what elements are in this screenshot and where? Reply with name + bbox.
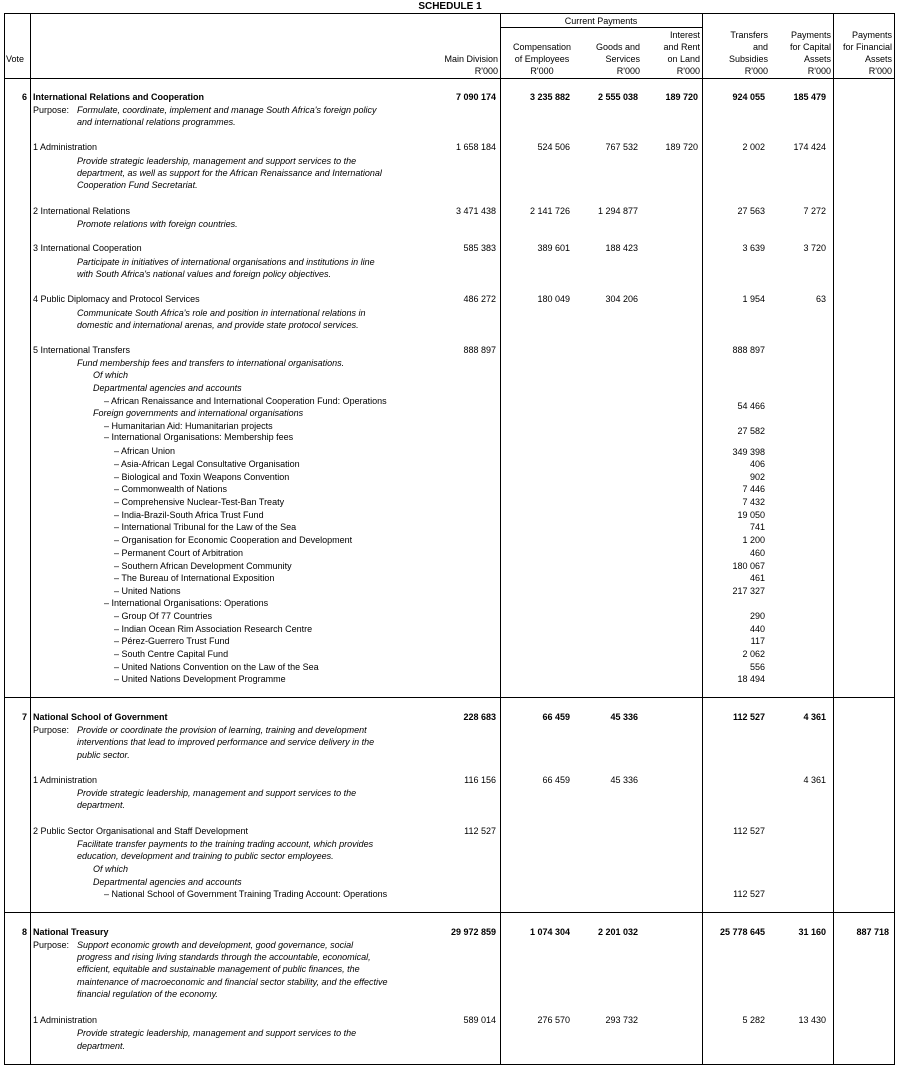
header-transfers-2: and xyxy=(752,42,768,52)
transfer-item-label: – Commonwealth of Nations xyxy=(114,484,228,494)
transfer-item-value: 902 xyxy=(749,472,765,482)
transfer-item-value: 18 494 xyxy=(737,674,765,684)
vote7-goods: 45 336 xyxy=(610,712,638,722)
vote-name: National Treasury xyxy=(33,927,109,937)
programme-comp: 180 049 xyxy=(537,294,570,304)
programme-name: 1 Administration xyxy=(33,775,98,785)
header-comp-1: Compensation xyxy=(512,42,572,52)
header-main-division: Main Division xyxy=(444,54,498,64)
purpose-text: financial regulation of the economy. xyxy=(77,989,218,999)
vote8-financial: 887 718 xyxy=(856,927,889,937)
transfer-item-label: – Permanent Court of Arbitration xyxy=(114,548,244,558)
transfer-item-label: – India-Brazil-South Africa Trust Fund xyxy=(114,510,264,520)
header-capital-2: for Capital xyxy=(789,42,831,52)
header-vote: Vote xyxy=(6,54,25,64)
schedule-title: SCHEDULE 1 xyxy=(418,1,482,12)
vote8-comp: 1 074 304 xyxy=(529,927,570,937)
transfer-item-label: – The Bureau of International Exposition xyxy=(114,573,275,583)
transfer-item-value: 1 200 xyxy=(742,535,765,545)
vote7-main: 228 683 xyxy=(463,712,496,722)
header-unit-transfers: R'000 xyxy=(744,66,768,76)
col-divider-capital xyxy=(833,13,834,1065)
programme-goods: 1 294 877 xyxy=(597,206,638,216)
transfer-item-label: – United Nations Development Programme xyxy=(114,674,286,684)
programme-main: 1 658 184 xyxy=(455,142,496,152)
transfer-item-value: 180 067 xyxy=(732,561,765,571)
programme-name: 4 Public Diplomacy and Protocol Services xyxy=(33,294,200,304)
programme-goods: 45 336 xyxy=(610,775,638,785)
transfer-item-label: – Comprehensive Nuclear-Test-Ban Treaty xyxy=(114,497,285,507)
purpose-text: Formulate, coordinate, implement and manage South Africa's foreign policy xyxy=(77,105,377,115)
transfer-item-label: – International Organisations: Operations xyxy=(104,598,269,608)
transfer-item-label: – International Organisations: Membership fees xyxy=(104,432,294,442)
vote-separator-8 xyxy=(4,912,895,913)
header-unit-goods: R'000 xyxy=(616,66,640,76)
col-divider-main xyxy=(500,13,501,1065)
purpose-text: efficient, equitable and sustainable management of public finances, the xyxy=(77,964,360,974)
header-interest-3: on Land xyxy=(667,54,700,64)
programme-transfers: 27 563 xyxy=(737,206,765,216)
transfer-item-value: 7 446 xyxy=(742,484,765,494)
header-capital-3: Assets xyxy=(803,54,831,64)
vote-number: 6 xyxy=(22,92,28,102)
programme-main: 486 272 xyxy=(463,294,496,304)
transfer-item-value: 290 xyxy=(749,611,765,621)
programme-description: domestic and international arenas, and provide state protocol services. xyxy=(77,320,359,330)
programme-capital: 4 361 xyxy=(803,775,826,785)
purpose-text: progress and rising living standards through the accountable, economical, xyxy=(77,952,371,962)
header-unit-interest: R'000 xyxy=(676,66,700,76)
programme-description: Participate in initiatives of international organisations and institutions in line xyxy=(77,257,375,267)
programme-name: 2 Public Sector Organisational and Staff Development xyxy=(33,826,248,836)
header-unit-main: R'000 xyxy=(474,66,498,76)
programme-name: 1 Administration xyxy=(33,142,98,152)
programme-capital: 63 xyxy=(815,294,826,304)
transfer-item-value: 2 062 xyxy=(742,649,765,659)
purpose-label: Purpose: xyxy=(33,725,70,735)
programme-description: Provide strategic leadership, management and support services to the xyxy=(77,788,357,798)
header-unit-capital: R'000 xyxy=(807,66,831,76)
purpose-label: Purpose: xyxy=(33,105,70,115)
col-divider-vote xyxy=(30,13,31,1065)
programme-main: 589 014 xyxy=(463,1015,496,1025)
programme-name: 2 International Relations xyxy=(33,206,131,216)
vote8-main: 29 972 859 xyxy=(450,927,496,937)
departmental-agencies-label: Departmental agencies and accounts xyxy=(93,877,242,887)
programme-transfers: 5 282 xyxy=(742,1015,765,1025)
vote-separator-7 xyxy=(4,697,895,698)
transfer-item-value: 349 398 xyxy=(732,447,765,457)
transfer-item-label: – Pérez-Guerrero Trust Fund xyxy=(114,636,230,646)
programme-description: Provide strategic leadership, management and support services to the xyxy=(77,156,357,166)
programme-description: Fund membership fees and transfers to international organisations. xyxy=(77,358,345,368)
transfer-item-label: – South Centre Capital Fund xyxy=(114,649,229,659)
vote6-transfers: 924 055 xyxy=(732,92,765,102)
transfer-item-label: – Biological and Toxin Weapons Convention xyxy=(114,472,290,482)
transfer-item-label: – Indian Ocean Rim Association Research Centre xyxy=(114,624,313,634)
transfer-item-value: 460 xyxy=(749,548,765,558)
transfer-item-label: – United Nations Convention on the Law of the Sea xyxy=(114,662,319,672)
transfer-item-label: – Southern African Development Community xyxy=(114,561,292,571)
vote7-capital: 4 361 xyxy=(803,712,826,722)
departmental-agencies-label: Departmental agencies and accounts xyxy=(93,383,242,393)
transfer-item-value: 27 582 xyxy=(737,426,765,436)
programme-description: Communicate South Africa's role and position in international relations in xyxy=(77,308,366,318)
vote8-transfers: 25 778 645 xyxy=(719,927,765,937)
transfer-item-label: – African Union xyxy=(114,446,176,456)
transfer-item-label: – Humanitarian Aid: Humanitarian projects xyxy=(104,421,273,431)
transfer-item-label: – National School of Government Training Trading Account: Operations xyxy=(104,889,388,899)
programme-capital: 7 272 xyxy=(803,206,826,216)
purpose-text: and international relations programmes. xyxy=(77,117,236,127)
vote8-capital: 31 160 xyxy=(798,927,826,937)
vote6-main: 7 090 174 xyxy=(455,92,496,102)
programme-capital: 13 430 xyxy=(798,1015,826,1025)
programme-main: 888 897 xyxy=(463,345,496,355)
header-interest-1: Interest xyxy=(669,30,700,40)
transfer-item-label: Foreign governments and international organisations xyxy=(93,408,304,418)
transfer-item-value: 217 327 xyxy=(732,586,765,596)
transfer-item-label: – Asia-African Legal Consultative Organisation xyxy=(114,459,300,469)
programme-description: Provide strategic leadership, management and support services to the xyxy=(77,1028,357,1038)
programme-goods: 304 206 xyxy=(605,294,638,304)
vote6-interest: 189 720 xyxy=(665,92,698,102)
programme-description: Cooperation Fund Secretariat. xyxy=(77,180,198,190)
transfer-item-value: 440 xyxy=(749,624,765,634)
transfer-item-value: 556 xyxy=(749,662,765,672)
programme-interest: 189 720 xyxy=(665,142,698,152)
programme-comp: 389 601 xyxy=(537,243,570,253)
programme-description: education, development and training to public sector employees. xyxy=(77,851,334,861)
programme-comp: 2 141 726 xyxy=(529,206,570,216)
vote-name: International Relations and Cooperation xyxy=(33,92,205,102)
programme-description: Facilitate transfer payments to the training trading account, which provides xyxy=(77,839,374,849)
programme-main: 585 383 xyxy=(463,243,496,253)
header-financial-1: Payments xyxy=(851,30,892,40)
purpose-label: Purpose: xyxy=(33,940,70,950)
programme-goods: 767 532 xyxy=(605,142,638,152)
transfer-item-value: 117 xyxy=(750,636,765,646)
vote6-capital: 185 479 xyxy=(793,92,826,102)
header-goods-2: Services xyxy=(605,54,640,64)
purpose-text: Support economic growth and development, good governance, social xyxy=(77,940,354,950)
programme-comp: 276 570 xyxy=(537,1015,570,1025)
vote7-transfers: 112 527 xyxy=(732,712,765,722)
programme-capital: 3 720 xyxy=(803,243,826,253)
programme-description: Promote relations with foreign countries. xyxy=(77,219,238,229)
programme-comp: 66 459 xyxy=(542,775,570,785)
header-financial-2: for Financial xyxy=(842,42,892,52)
header-comp-2: of Employees xyxy=(514,54,570,64)
programme-description: with South Africa's national values and foreign policy objectives. xyxy=(77,269,332,279)
programme-description: department. xyxy=(77,800,126,810)
programme-goods: 188 423 xyxy=(605,243,638,253)
programme-main: 3 471 438 xyxy=(455,206,496,216)
purpose-text: public sector. xyxy=(77,750,130,760)
vote8-goods: 2 201 032 xyxy=(597,927,638,937)
programme-transfers: 1 954 xyxy=(742,294,765,304)
programme-transfers: 112 527 xyxy=(733,826,765,836)
header-interest-2: and Rent xyxy=(663,42,700,52)
programme-name: 1 Administration xyxy=(33,1015,98,1025)
header-bottom-line xyxy=(4,78,895,79)
programme-goods: 293 732 xyxy=(605,1015,638,1025)
vote-name: National School of Government xyxy=(33,712,168,722)
header-unit-financial: R'000 xyxy=(868,66,892,76)
vote6-goods: 2 555 038 xyxy=(597,92,638,102)
header-transfers-1: Transfers xyxy=(730,30,768,40)
vote6-comp: 3 235 882 xyxy=(529,92,570,102)
of-which-label: Of which xyxy=(93,370,129,380)
purpose-text: Provide or coordinate the provision of learning, training and development xyxy=(77,725,367,735)
transfer-item-value: 461 xyxy=(749,573,765,583)
header-unit-comp: R'000 xyxy=(530,66,554,76)
header-financial-3: Assets xyxy=(864,54,892,64)
programme-capital: 174 424 xyxy=(793,142,826,152)
programme-description: department, as well as support for the African Renaissance and International xyxy=(77,168,382,178)
current-payments-underline xyxy=(500,27,702,28)
transfer-item-label: – African Renaissance and International Cooperation Fund: Operations xyxy=(104,396,387,406)
programme-name: 3 International Cooperation xyxy=(33,243,142,253)
programme-description: department. xyxy=(77,1041,126,1051)
header-capital-1: Payments xyxy=(790,30,831,40)
programme-transfers: 888 897 xyxy=(732,345,765,355)
purpose-text: maintenance of macroeconomic and financial sector stability, and the effective xyxy=(77,977,388,987)
header-transfers-3: Subsidies xyxy=(728,54,768,64)
transfer-item-value: 112 527 xyxy=(733,889,765,899)
transfer-item-label: – Group Of 77 Countries xyxy=(114,611,213,621)
transfer-item-value: 406 xyxy=(749,459,765,469)
purpose-text: interventions that lead to improved performance and service delivery in the xyxy=(77,737,375,747)
vote-number: 7 xyxy=(22,712,28,722)
transfer-item-label: – Organisation for Economic Cooperation and Development xyxy=(114,535,353,545)
header-goods-1: Goods and xyxy=(595,42,640,52)
transfer-item-value: 19 050 xyxy=(737,510,765,520)
transfer-item-label: – United Nations xyxy=(114,586,181,596)
transfer-item-value: 54 466 xyxy=(737,401,765,411)
programme-name: 5 International Transfers xyxy=(33,345,131,355)
programme-main: 116 156 xyxy=(464,775,496,785)
programme-transfers: 2 002 xyxy=(742,142,765,152)
programme-comp: 524 506 xyxy=(537,142,570,152)
transfer-item-value: 7 432 xyxy=(742,497,765,507)
transfer-item-label: – International Tribunal for the Law of the Sea xyxy=(114,522,297,532)
programme-transfers: 3 639 xyxy=(742,243,765,253)
vote-number: 8 xyxy=(22,927,28,937)
programme-main: 112 527 xyxy=(464,826,496,836)
header-current-payments: Current Payments xyxy=(564,16,638,26)
of-which-label: Of which xyxy=(93,864,129,874)
transfer-item-value: 741 xyxy=(749,522,765,532)
vote7-comp: 66 459 xyxy=(542,712,570,722)
